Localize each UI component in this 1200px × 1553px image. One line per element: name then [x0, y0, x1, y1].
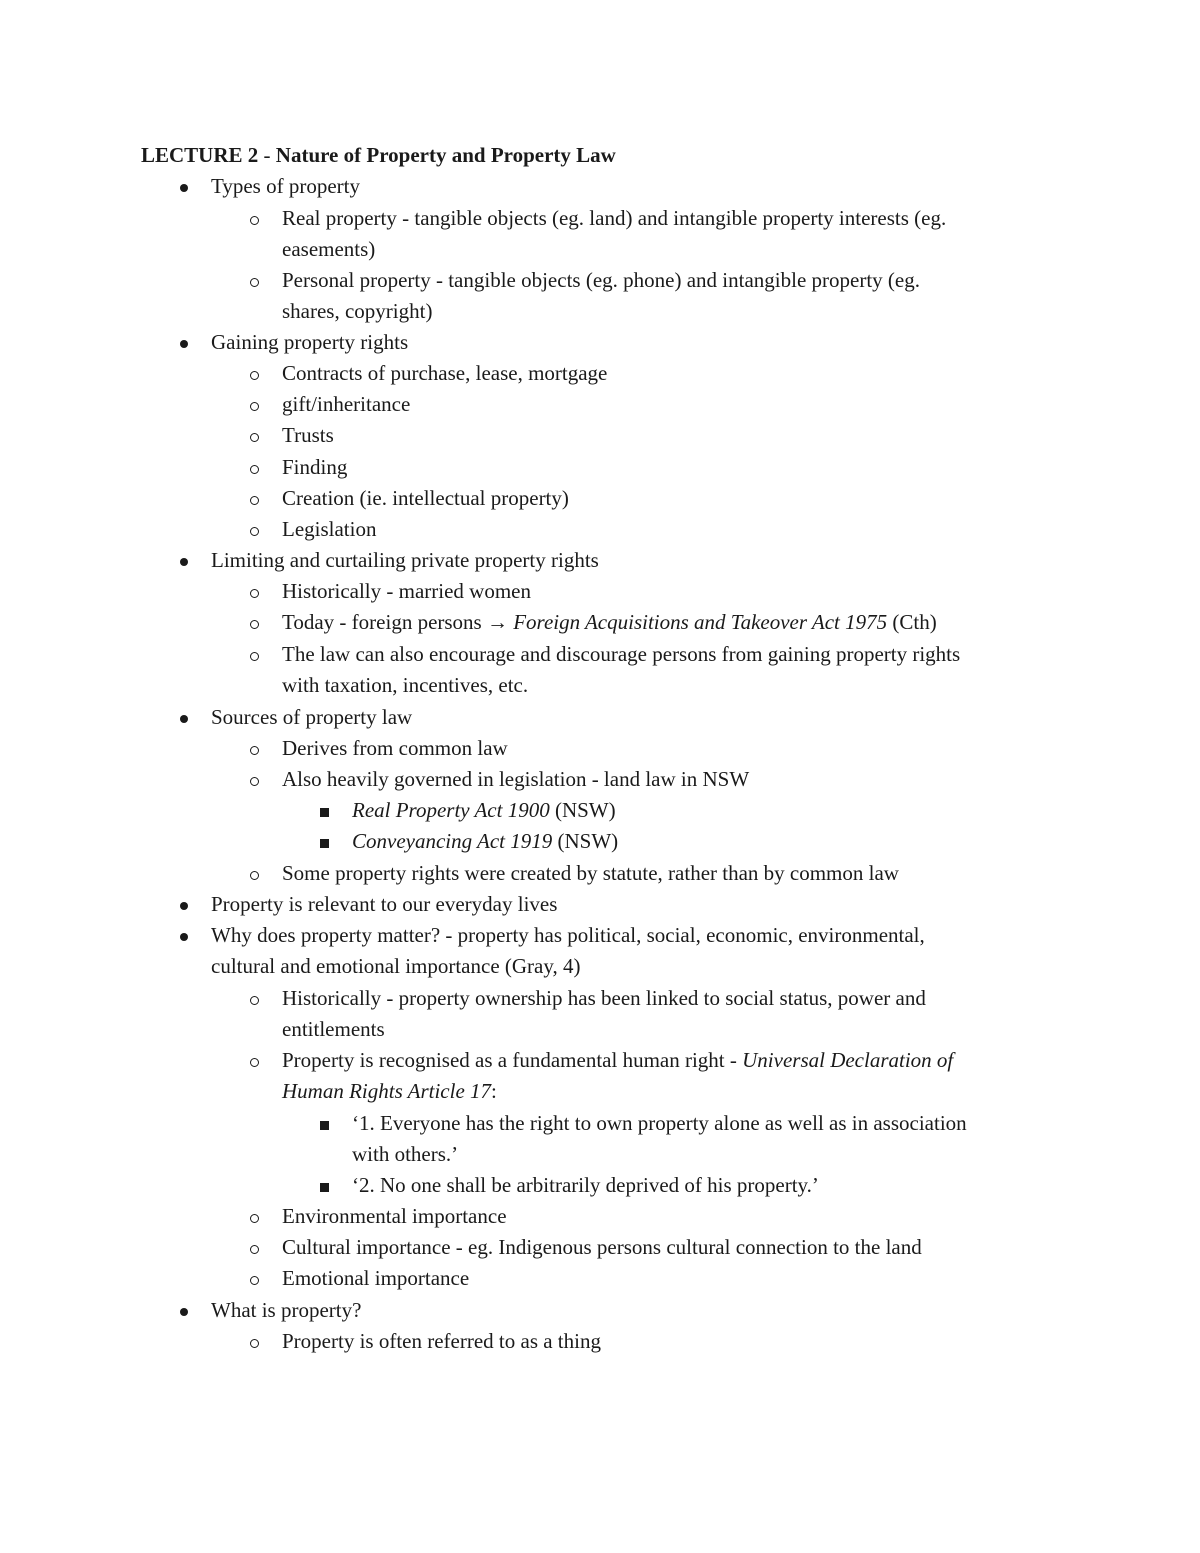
list-item: Historically - property ownership has been linked to social status, power and [282, 986, 926, 1010]
square-bullet-icon [314, 795, 334, 826]
list-item-continuation: with others.’ [352, 1142, 459, 1166]
list-item: Property is often referred to as a thing [282, 1329, 601, 1353]
bullet-icon [174, 702, 194, 733]
circle-bullet-icon [244, 1045, 264, 1076]
circle-bullet-icon [244, 389, 264, 420]
list-item: Sources of property law [211, 705, 413, 729]
list-item: Also heavily governed in legislation - land law in NSW [282, 767, 750, 791]
list-item: gift/inheritance [282, 392, 411, 416]
list-item-continuation: entitlements [282, 1017, 385, 1041]
list-item: ‘1. Everyone has the right to own property alone as well as in association [352, 1111, 967, 1135]
circle-bullet-icon [244, 265, 264, 296]
act-title: Foreign Acquisitions and Takeover Act 1975 [513, 610, 888, 634]
list-item: Legislation [282, 517, 377, 541]
circle-bullet-icon [244, 1326, 264, 1357]
bullet-icon [174, 889, 194, 920]
circle-bullet-icon [244, 420, 264, 451]
list-item: Real Property Act 1900 (NSW) [352, 798, 616, 822]
list-item: Environmental importance [282, 1204, 507, 1228]
list-item: Why does property matter? - property has political, social, economic, environmental, [211, 923, 925, 947]
bullet-icon [174, 327, 194, 358]
circle-bullet-icon [244, 514, 264, 545]
circle-bullet-icon [244, 452, 264, 483]
list-item: Conveyancing Act 1919 (NSW) [352, 829, 619, 853]
circle-bullet-icon [244, 858, 264, 889]
bullet-icon [174, 545, 194, 576]
square-bullet-icon [314, 826, 334, 857]
circle-bullet-icon [244, 358, 264, 389]
lecture-title: LECTURE 2 - Nature of Property and Property Law [141, 143, 616, 167]
bullet-icon [174, 1295, 194, 1326]
list-item: Limiting and curtailing private property rights [211, 548, 599, 572]
list-item: Emotional importance [282, 1266, 470, 1290]
list-item: Finding [282, 455, 348, 479]
list-item: Types of property [211, 174, 360, 198]
circle-bullet-icon [244, 764, 264, 795]
list-item: Real property - tangible objects (eg. land) and intangible property interests (eg. [282, 206, 947, 230]
list-item: Trusts [282, 423, 334, 447]
list-item: Creation (ie. intellectual property) [282, 486, 569, 510]
circle-bullet-icon [244, 1201, 264, 1232]
list-item-continuation: shares, copyright) [282, 299, 433, 323]
list-item: Property is relevant to our everyday lives [211, 892, 558, 916]
list-item: The law can also encourage and discourage persons from gaining property rights [282, 642, 961, 666]
list-item-continuation: with taxation, incentives, etc. [282, 673, 529, 697]
list-item-continuation: easements) [282, 237, 376, 261]
bullet-icon [174, 920, 194, 951]
list-item-continuation: Human Rights Article 17: [282, 1079, 497, 1103]
list-item: Property is recognised as a fundamental human right - Universal Declaration of [282, 1048, 954, 1072]
circle-bullet-icon [244, 203, 264, 234]
square-bullet-icon [314, 1170, 334, 1201]
list-item: Gaining property rights [211, 330, 409, 354]
declaration-title: Universal Declaration of [742, 1048, 954, 1072]
circle-bullet-icon [244, 576, 264, 607]
list-item: Historically - married women [282, 579, 532, 603]
list-item: What is property? [211, 1298, 362, 1322]
circle-bullet-icon [244, 983, 264, 1014]
act-title: Conveyancing Act 1919 [352, 829, 553, 853]
circle-bullet-icon [244, 733, 264, 764]
list-item: ‘2. No one shall be arbitrarily deprived of his property.’ [352, 1173, 819, 1197]
declaration-title: Human Rights Article 17 [282, 1079, 492, 1103]
list-item: Today - foreign persons → Foreign Acquisitions and Takeover Act 1975 (Cth) [282, 610, 937, 634]
list-item: Contracts of purchase, lease, mortgage [282, 361, 608, 385]
list-item: Personal property - tangible objects (eg. phone) and intangible property (eg. [282, 268, 920, 292]
act-title: Real Property Act 1900 [352, 798, 550, 822]
circle-bullet-icon [244, 607, 264, 638]
bullet-icon [174, 171, 194, 202]
circle-bullet-icon [244, 1232, 264, 1263]
list-item-continuation: cultural and emotional importance (Gray, 4) [211, 954, 581, 978]
circle-bullet-icon [244, 1263, 264, 1294]
list-item: Cultural importance - eg. Indigenous persons cultural connection to the land [282, 1235, 922, 1259]
circle-bullet-icon [244, 483, 264, 514]
square-bullet-icon [314, 1108, 334, 1139]
circle-bullet-icon [244, 639, 264, 670]
list-item: Some property rights were created by statute, rather than by common law [282, 861, 899, 885]
list-item: Derives from common law [282, 736, 508, 760]
